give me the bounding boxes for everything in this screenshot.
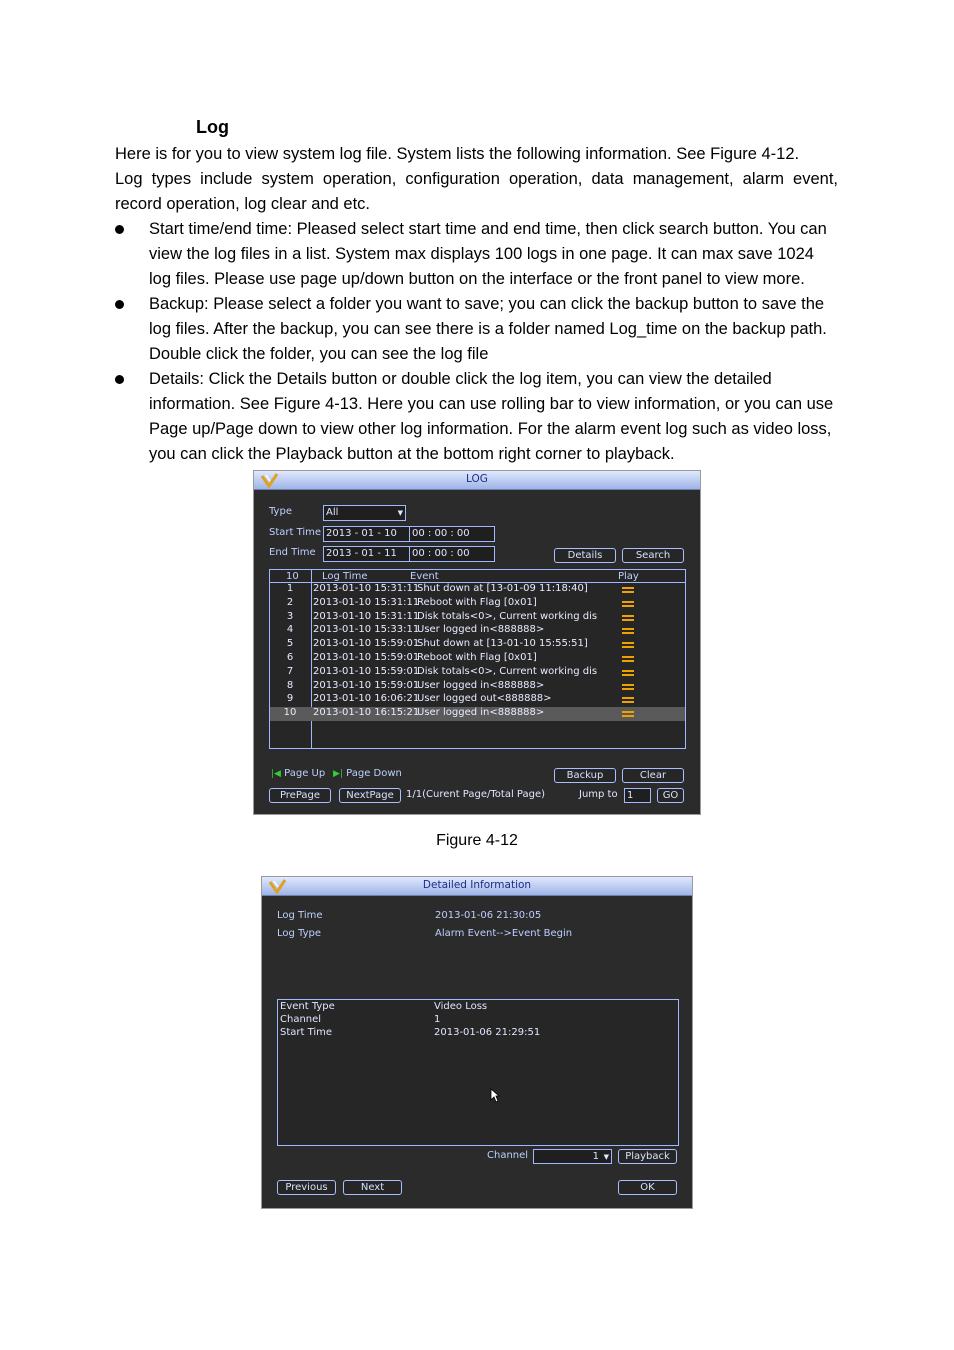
row-log-time: 2013-01-10 15:59:01 — [313, 638, 420, 650]
row-event: Shut down at [13-01-09 11:18:40] — [417, 583, 588, 594]
bullet-dot-icon — [115, 375, 124, 384]
table-row[interactable] — [270, 707, 685, 721]
end-time-input[interactable] — [323, 546, 495, 562]
start-time-label: Start Time — [280, 1027, 333, 1038]
play-icon[interactable] — [622, 670, 634, 676]
play-icon[interactable] — [622, 615, 634, 621]
row-number: 9 — [286, 693, 294, 705]
end-time-label: End Time — [269, 547, 316, 558]
row-log-time: 2013-01-10 16:15:21 — [313, 707, 420, 719]
prepage-button[interactable]: PrePage — [269, 788, 331, 803]
log-type-label: Log Type — [277, 928, 322, 939]
event-type-value: Video Loss — [434, 1001, 488, 1012]
col-log-time: Log Time — [322, 571, 368, 582]
row-log-time: 2013-01-10 15:59:01 — [313, 652, 420, 663]
page-up-control[interactable] — [271, 768, 325, 779]
backup-button[interactable]: Backup — [554, 768, 616, 783]
table-row[interactable] — [270, 583, 685, 597]
channel-select[interactable] — [533, 1149, 612, 1164]
row-event: User logged in<888888> — [417, 624, 545, 636]
playback-button[interactable]: Playback — [618, 1149, 677, 1164]
row-log-time: 2013-01-10 16:06:21 — [313, 693, 420, 705]
bullet-dot-icon — [115, 300, 124, 309]
row-number: 4 — [286, 624, 294, 636]
row-log-time: 2013-01-10 15:31:11 — [313, 610, 420, 622]
start-time-value: 00 : 00 : 00 — [409, 527, 470, 541]
page-info: 1/1(Curent Page/Total Page) — [406, 789, 546, 800]
section-heading: Log — [196, 117, 229, 137]
page-up-label: Page Up — [284, 768, 326, 779]
row-event: Disk totals<0>, Current working dis — [417, 610, 598, 622]
table-row[interactable] — [270, 652, 685, 666]
log-type-value: Alarm Event-->Event Begin — [435, 928, 573, 939]
col-event: Event — [410, 571, 439, 582]
table-row[interactable] — [270, 638, 685, 652]
log-title: LOG — [466, 473, 488, 485]
jump-input[interactable]: 1 — [624, 788, 651, 803]
row-event: Reboot with Flag [0x01] — [417, 652, 537, 663]
bullet-details — [115, 367, 838, 467]
play-icon[interactable] — [622, 601, 634, 607]
bullet-backup — [115, 292, 838, 367]
detail-titlebar — [262, 877, 692, 896]
search-button[interactable]: Search — [622, 548, 684, 563]
log-window — [253, 470, 701, 815]
table-row[interactable] — [270, 624, 685, 638]
row-event: User logged in<888888> — [417, 707, 545, 719]
row-log-time: 2013-01-10 15:59:01 — [313, 679, 420, 691]
end-time-value: 00 : 00 : 00 — [409, 547, 470, 561]
event-type-label: Event Type — [280, 1001, 335, 1012]
bullet-dot-icon — [115, 225, 124, 234]
jump-label: Jump to — [579, 789, 618, 800]
log-time-value: 2013-01-06 21:30:05 — [435, 910, 542, 921]
channel-label: Channel — [280, 1014, 322, 1025]
nextpage-button[interactable]: NextPage — [339, 788, 401, 803]
type-label: Type — [269, 506, 292, 517]
row-number: 7 — [286, 665, 294, 677]
detail-title: Detailed Information — [422, 879, 532, 891]
table-row[interactable] — [270, 666, 685, 680]
next-button[interactable]: Next — [343, 1180, 402, 1195]
play-icon[interactable] — [622, 697, 634, 703]
row-log-time: 2013-01-10 15:59:01 — [313, 665, 420, 677]
play-icon[interactable] — [622, 587, 634, 593]
mouse-cursor-icon — [490, 1088, 500, 1103]
start-time-input[interactable] — [323, 526, 495, 542]
intro-paragraph: Here is for you to view system log file. System lists the following information. See Figure 4-12. — [115, 145, 800, 163]
bullet-text: Start time/end time: Pleased select start time and end time, then click search button. You can view the log files in a list. System max displays 100 logs in one page. It can max save 1024 log files. Please use page up/down button on the interface or the front panel to view more. — [149, 220, 827, 288]
log-types-paragraph: Log types include system operation, configuration operation, data management, alarm event, record operation, log clear and etc. — [115, 170, 838, 213]
channel-value: 1 — [434, 1014, 441, 1025]
previous-button[interactable]: Previous — [277, 1180, 336, 1195]
type-value: All — [326, 507, 339, 518]
detail-info-box[interactable] — [277, 999, 679, 1146]
table-row[interactable] — [270, 693, 685, 707]
ok-button[interactable]: OK — [618, 1180, 677, 1195]
chevron-down-icon: ▼ — [603, 1153, 609, 1161]
play-icon[interactable] — [622, 684, 634, 690]
row-event: Reboot with Flag [0x01] — [417, 596, 537, 608]
log-titlebar — [254, 471, 700, 490]
row-number: 8 — [286, 679, 294, 691]
detail-window — [261, 876, 693, 1209]
start-time-value: 2013-01-06 21:29:51 — [434, 1027, 541, 1038]
bullet-start-end-time — [115, 217, 838, 292]
bullet-text: Backup: Please select a folder you want to save; you can click the backup button to save the log files. After the backup, you can see there is a folder named Log_time on the backup path. Double click the folder, you can see the log file — [149, 295, 827, 363]
row-event: User logged out<888888> — [417, 693, 552, 705]
row-log-time: 2013-01-10 15:31:11 — [313, 596, 420, 608]
channel-select-value: 1 — [592, 1151, 599, 1162]
table-row[interactable] — [270, 680, 685, 694]
row-event: Disk totals<0>, Current working dis — [417, 665, 598, 677]
row-number: 10 — [283, 707, 297, 719]
play-icon[interactable] — [622, 711, 634, 717]
start-time-label: Start Time — [269, 527, 322, 538]
log-time-label: Log Time — [277, 910, 323, 921]
row-number: 2 — [286, 596, 294, 608]
row-number: 1 — [286, 583, 294, 594]
chevron-down-icon: ▼ — [397, 509, 403, 517]
type-select[interactable] — [323, 505, 406, 521]
figure-caption: Figure 4-12 — [436, 832, 518, 849]
play-icon[interactable] — [622, 642, 634, 648]
page-up-icon: |◀ — [271, 769, 281, 779]
log-list[interactable] — [269, 569, 686, 749]
page-down-control[interactable] — [333, 768, 402, 779]
channel-select-label: Channel — [487, 1150, 529, 1161]
table-row[interactable] — [270, 611, 685, 625]
end-date-value: 2013 - 01 - 11 — [326, 548, 397, 559]
start-date-value: 2013 - 01 - 10 — [326, 528, 397, 539]
row-log-time: 2013-01-10 15:33:11 — [313, 624, 420, 636]
go-button[interactable]: GO — [657, 788, 684, 803]
col-play: Play — [618, 571, 639, 582]
row-event: Shut down at [13-01-10 15:55:51] — [417, 638, 588, 650]
row-number: 6 — [286, 652, 294, 663]
play-icon[interactable] — [622, 628, 634, 634]
clear-button[interactable]: Clear — [622, 768, 684, 783]
page-down-label: Page Down — [346, 768, 402, 779]
table-row[interactable] — [270, 597, 685, 611]
row-log-time: 2013-01-10 15:31:11 — [313, 583, 420, 594]
page-down-icon: ▶| — [333, 769, 343, 779]
bullet-text: Details: Click the Details button or double click the log item, you can view the detailed information. See Figure 4-13. Here you can use rolling bar to view information, or you can use Page up/Page down to view other log information. For the alarm event log such as video loss, you can click the Playback button at the bottom right corner to playback. — [149, 370, 834, 463]
row-number: 3 — [286, 610, 294, 622]
details-button[interactable]: Details — [554, 548, 616, 563]
col-count: 10 — [286, 571, 299, 582]
row-number: 5 — [286, 638, 294, 650]
play-icon[interactable] — [622, 656, 634, 662]
row-event: User logged in<888888> — [417, 679, 545, 691]
